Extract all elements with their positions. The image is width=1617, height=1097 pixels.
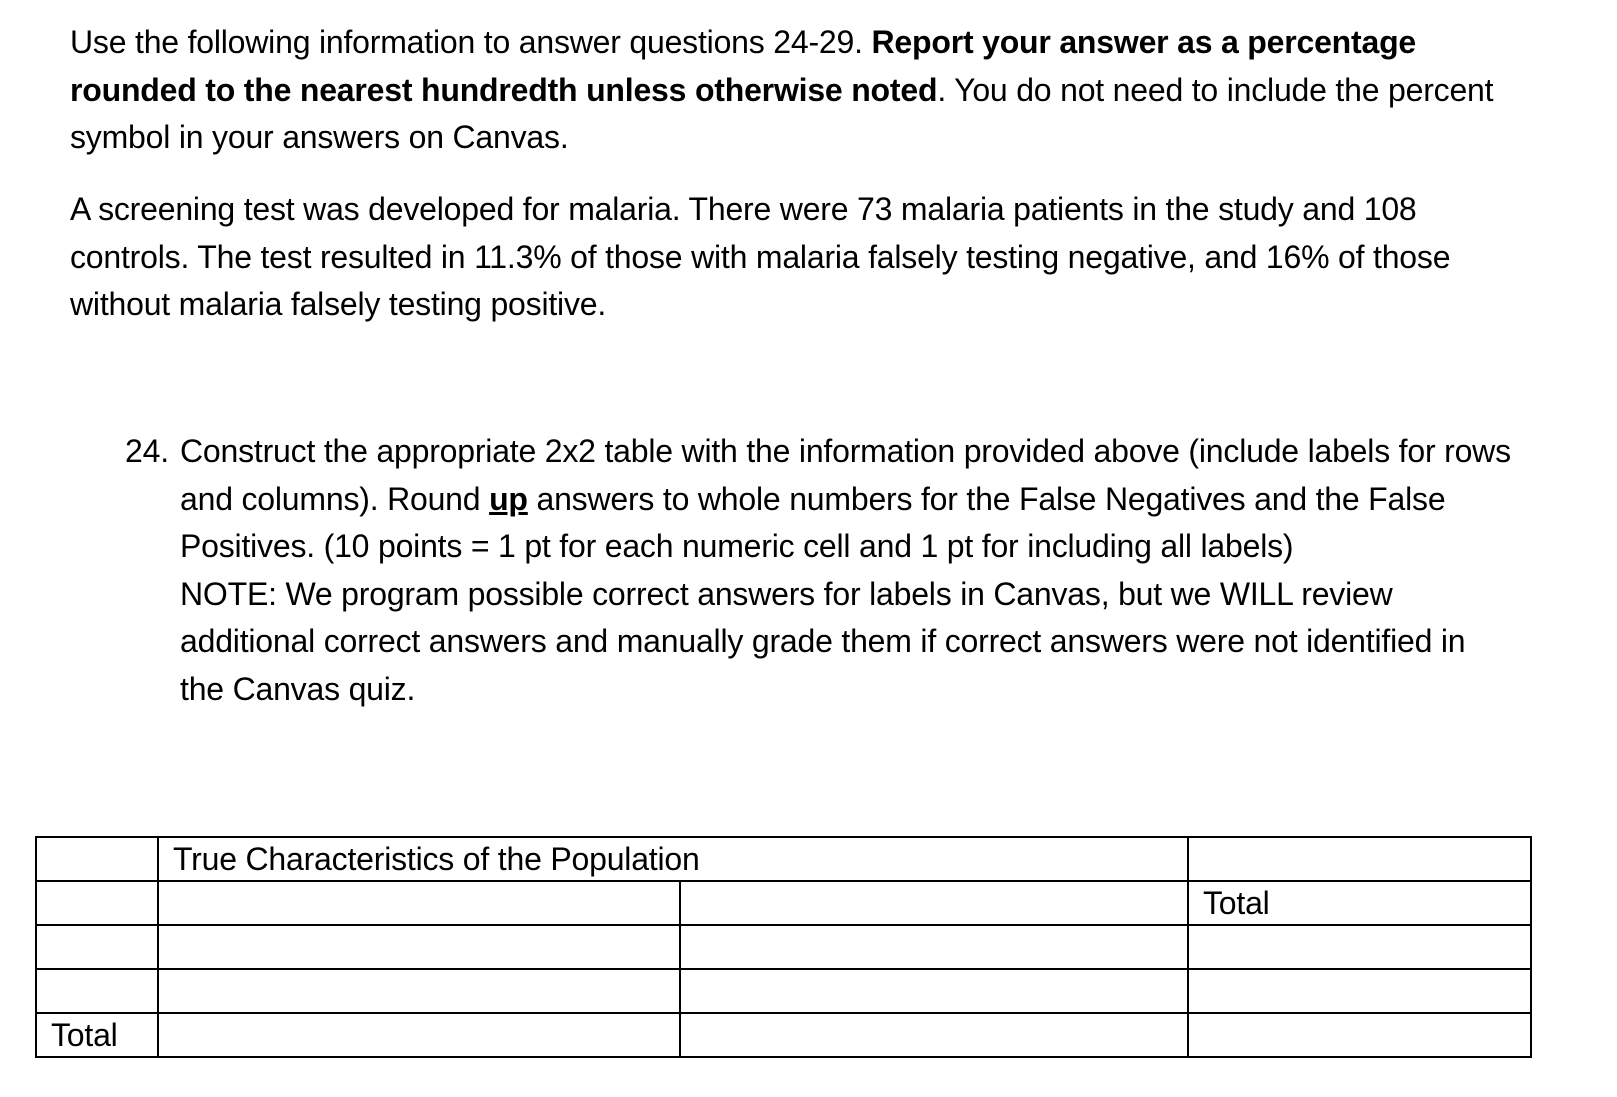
table-row	[36, 925, 1531, 969]
question-text	[180, 428, 1515, 571]
question-text-b: answers to whole numbers for the False Negatives and the False Positives. (10 points = 1 pt for each numeric cell and 1 pt for including all labels)	[180, 480, 1446, 564]
question-emphasis: up	[489, 480, 528, 517]
column-total-label: Total	[1188, 881, 1531, 925]
question-24	[125, 428, 1515, 713]
table-cell[interactable]	[1188, 969, 1531, 1013]
instructions-bold: Report your answer as a percentage rounded to the nearest hundredth unless otherwise noted	[70, 24, 1417, 108]
table-cell[interactable]	[36, 837, 158, 881]
table-row	[36, 837, 1531, 881]
table-cell[interactable]	[1188, 925, 1531, 969]
table-cell[interactable]	[36, 969, 158, 1013]
table-row	[36, 881, 1531, 925]
table-header-cell: True Characteristics of the Population	[158, 837, 1188, 881]
table-cell[interactable]	[158, 881, 680, 925]
table-cell[interactable]	[680, 969, 1188, 1013]
table-cell[interactable]	[1188, 837, 1531, 881]
instructions-prefix: Use the following information to answer questions 24-29.	[70, 24, 872, 60]
question-number: 24.	[125, 433, 169, 469]
row-total-label: Total	[36, 1013, 158, 1057]
table-cell[interactable]	[1188, 1013, 1531, 1057]
instructions-paragraph	[70, 19, 1510, 162]
question-note: NOTE: We program possible correct answers for labels in Canvas, but we WILL review additional correct answers and manually grade them if correct answers were not identified in the Canvas quiz.	[180, 575, 1466, 707]
two-by-two-table	[35, 836, 1532, 1058]
table-cell[interactable]	[158, 925, 680, 969]
question-text-a: Construct the appropriate 2x2 table with the information provided above (include labels for rows and columns). Round	[180, 433, 1511, 517]
table-row	[36, 1013, 1531, 1057]
scenario-paragraph: A screening test was developed for malaria. There were 73 malaria patients in the study and 108 controls. The test resulted in 11.3% of those with malaria falsely testing negative, and 16% of those without malaria falsely testing positive.	[70, 191, 1451, 322]
table-cell[interactable]	[680, 1013, 1188, 1057]
question-body	[180, 428, 1515, 713]
table-row	[36, 969, 1531, 1013]
table-cell[interactable]	[36, 881, 158, 925]
table-cell[interactable]	[158, 969, 680, 1013]
instructions-suffix: . You do not need to include the percent symbol in your answers on Canvas.	[70, 71, 1494, 155]
table-cell[interactable]	[36, 925, 158, 969]
table-cell[interactable]	[680, 881, 1188, 925]
table-cell[interactable]	[680, 925, 1188, 969]
table-cell[interactable]	[158, 1013, 680, 1057]
